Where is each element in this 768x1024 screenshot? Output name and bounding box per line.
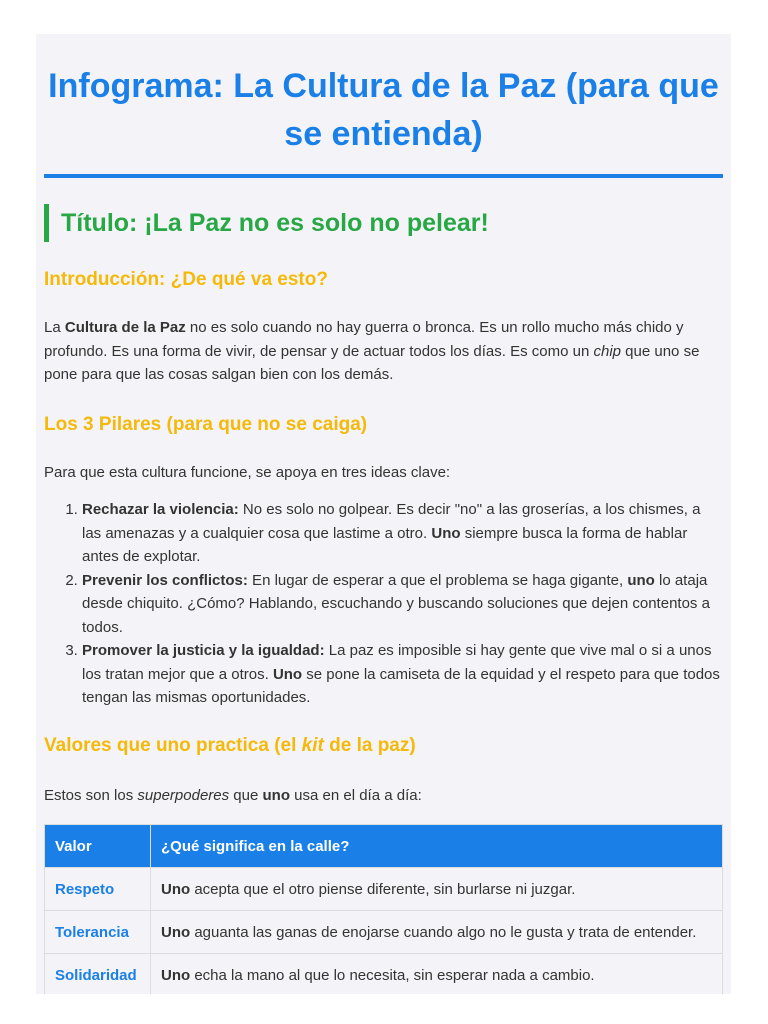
pillar-text: En lugar de esperar a que el problema se haga gigante, — [247, 571, 628, 589]
value-term: Tolerancia — [45, 911, 151, 954]
values-heading-italic: kit — [301, 734, 324, 756]
pillar-bold: uno — [627, 571, 655, 589]
pillar-title: Rechazar la violencia: — [82, 501, 239, 518]
values-lead-text-1: Estos son los — [44, 786, 138, 804]
pillar-item — [82, 639, 723, 710]
intro-text-2: no es solo cuando no hay guerra o bronca. Es un rollo mucho más chido y profundo. Es una forma de vivir, de pensar y de actuar todos los días. Es como un — [44, 319, 684, 360]
values-lead-bold: uno — [262, 786, 290, 804]
pillar-text: se pone la camiseta de la equidad y el respeto para que todos tengan las mismas oportunidades. — [82, 665, 720, 706]
value-meaning — [151, 954, 723, 995]
values-heading-text-2: de la paz) — [323, 734, 416, 756]
value-meaning-bold: Uno — [161, 923, 191, 941]
values-table — [44, 824, 723, 994]
value-term: Respeto — [45, 868, 151, 911]
intro-text-3: que uno se pone para que las cosas salgan bien con los demás. — [44, 342, 700, 383]
value-meaning-text: acepta que el otro piense diferente, sin burlarse ni juzgar. — [190, 880, 576, 898]
pillars-lead: Para que esta cultura funcione, se apoya en tres ideas clave: — [44, 463, 451, 481]
pillar-text: La paz es imposible si hay gente que vive mal o si a unos los tratan mejor que a otros. — [82, 642, 712, 683]
values-lead-italic: superpoderes — [137, 786, 230, 804]
pillar-item — [82, 498, 723, 569]
table-row — [45, 911, 723, 954]
intro-bold-term: Cultura de la Paz — [64, 319, 186, 336]
value-meaning-bold: Uno — [161, 880, 191, 898]
value-meaning — [151, 911, 723, 954]
intro-paragraph — [44, 316, 723, 387]
document-card — [36, 34, 731, 994]
pillars-list — [44, 498, 723, 710]
pillar-title: Prevenir los conflictos: — [82, 571, 248, 589]
value-meaning-text: echa la mano al que lo necesita, sin esperar nada a cambio. — [190, 966, 595, 984]
page-title: Infograma: La Cultura de la Paz (para que se entienda) — [48, 67, 719, 153]
intro-text-1: La — [44, 319, 65, 336]
values-lead — [44, 784, 723, 808]
table-header-row — [45, 825, 723, 868]
pillar-bold: Uno — [272, 665, 303, 683]
value-meaning-bold: Uno — [161, 966, 191, 984]
intro-italic-term: chip — [593, 342, 622, 360]
values-lead-text-2: que — [229, 786, 263, 804]
pillar-item — [82, 569, 723, 640]
value-meaning-text: aguanta las ganas de enojarse cuando algo no le gusta y trata de entender. — [190, 923, 697, 941]
intro-heading: Introducción: ¿De qué va esto? — [44, 269, 328, 290]
values-lead-text-3: usa en el día a día: — [290, 786, 422, 804]
value-term: Solidaridad — [45, 954, 151, 995]
table-header-value: Valor — [45, 825, 151, 868]
section-subtitle: Título: ¡La Paz no es solo no pelear! — [44, 204, 723, 242]
table-header-meaning: ¿Qué significa en la calle? — [151, 825, 723, 868]
value-meaning — [151, 868, 723, 911]
pillar-title: Promover la justicia y la igualdad: — [82, 642, 325, 659]
title-divider — [44, 174, 723, 178]
table-row — [45, 954, 723, 995]
pillar-text: siempre busca la forma de hablar antes de explotar. — [82, 524, 688, 565]
pillar-bold: Uno — [431, 524, 461, 542]
pillar-text: No es solo no golpear. Es decir "no" a las groserías, a los chismes, a las amenazas y a cualquier cosa que lastime a otro. — [82, 501, 701, 542]
table-row — [45, 868, 723, 911]
values-heading — [44, 733, 723, 759]
pillars-heading: Los 3 Pilares (para que no se caiga) — [44, 413, 368, 435]
pillar-text: lo ataja desde chiquito. ¿Cómo? Hablando, escuchando y buscando soluciones que dejen contentos a todos. — [82, 571, 710, 636]
values-heading-text-1: Valores que uno practica (el — [44, 734, 302, 756]
